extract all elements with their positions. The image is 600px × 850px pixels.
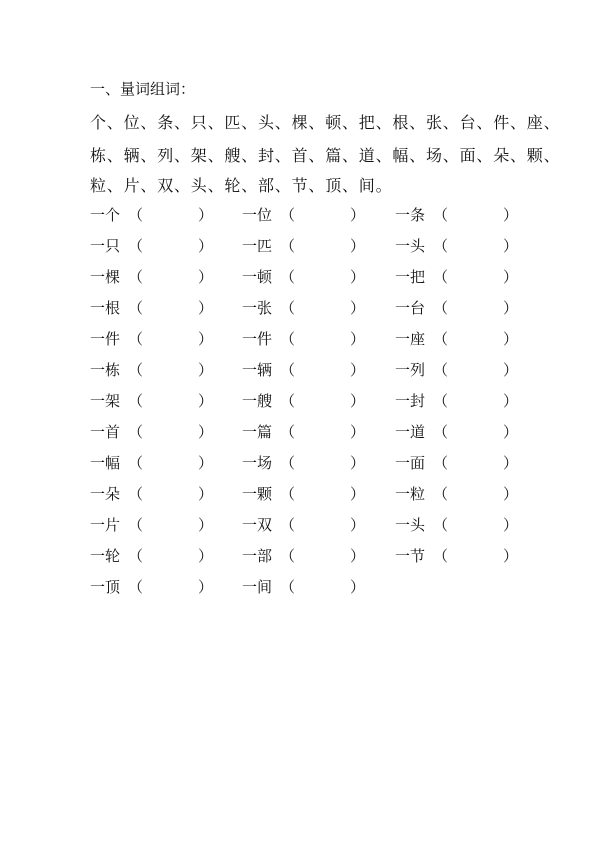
answer-blank-close-paren: ）	[350, 485, 366, 503]
answer-blank-close-paren: ）	[503, 547, 519, 565]
measure-word-prompt: 一把	[395, 268, 426, 286]
measure-word-prompt: 一只	[90, 237, 121, 255]
measure-word-prompt: 一双	[242, 516, 273, 534]
measure-word-prompt: 一轮	[90, 547, 121, 565]
answer-blank-close-paren: ）	[350, 516, 366, 534]
measure-word-prompt: 一道	[395, 423, 426, 441]
measure-word-prompt: 一幅	[90, 454, 121, 472]
answer-blank-close-paren: ）	[198, 547, 214, 565]
answer-blank-close-paren: ）	[198, 206, 214, 224]
exercise-item	[90, 515, 214, 535]
measure-word-prompt: 一头	[395, 516, 426, 534]
answer-blank-close-paren: ）	[350, 237, 366, 255]
exercise-item	[395, 453, 519, 473]
measure-word-prompt: 一部	[242, 547, 273, 565]
answer-blank-open-paren: （	[280, 237, 296, 255]
measure-word-prompt: 一艘	[242, 392, 273, 410]
measure-word-prompt: 一匹	[242, 237, 273, 255]
exercise-row	[90, 267, 520, 298]
exercise-row	[90, 453, 520, 484]
answer-blank-close-paren: ）	[198, 578, 214, 596]
exercise-item	[90, 453, 214, 473]
exercise-item	[90, 267, 214, 287]
answer-blank-close-paren: ）	[198, 454, 214, 472]
measure-word-prompt: 一台	[395, 299, 426, 317]
answer-blank-close-paren: ）	[350, 454, 366, 472]
answer-blank-open-paren: （	[128, 547, 144, 565]
answer-blank-open-paren: （	[280, 206, 296, 224]
measure-word-prompt: 一件	[242, 330, 273, 348]
answer-blank-close-paren: ）	[503, 454, 519, 472]
exercise-item	[242, 515, 366, 535]
exercise-item	[395, 329, 519, 349]
answer-blank-close-paren: ）	[503, 330, 519, 348]
answer-blank-open-paren: （	[128, 485, 144, 503]
exercise-item	[395, 236, 519, 256]
answer-blank-open-paren: （	[128, 206, 144, 224]
answer-blank-open-paren: （	[128, 454, 144, 472]
exercise-item	[395, 298, 519, 318]
exercise-row	[90, 546, 520, 577]
exercise-item	[242, 546, 366, 566]
answer-blank-close-paren: ）	[503, 237, 519, 255]
exercise-item	[395, 360, 519, 380]
measure-word-prompt: 一根	[90, 299, 121, 317]
exercise-row	[90, 422, 520, 453]
answer-blank-close-paren: ）	[350, 206, 366, 224]
measure-word-prompt: 一面	[395, 454, 426, 472]
exercise-item	[242, 422, 366, 442]
exercise-item	[242, 484, 366, 504]
measure-word-prompt: 一节	[395, 547, 426, 565]
exercise-item	[90, 360, 214, 380]
answer-blank-open-paren: （	[433, 237, 449, 255]
measure-word-prompt: 一辆	[242, 361, 273, 379]
answer-blank-close-paren: ）	[503, 268, 519, 286]
answer-blank-open-paren: （	[433, 361, 449, 379]
measure-word-prompt: 一粒	[395, 485, 426, 503]
answer-blank-open-paren: （	[128, 330, 144, 348]
exercise-item	[395, 205, 519, 225]
answer-blank-close-paren: ）	[350, 299, 366, 317]
answer-blank-close-paren: ）	[198, 299, 214, 317]
answer-blank-open-paren: （	[433, 485, 449, 503]
exercise-row	[90, 484, 520, 515]
measure-word-prompt: 一棵	[90, 268, 121, 286]
exercise-row	[90, 515, 520, 546]
measure-word-list-line-1: 个、位、条、只、匹、头、棵、顿、把、根、张、台、件、座、	[90, 113, 561, 132]
exercise-item	[242, 236, 366, 256]
answer-blank-open-paren: （	[433, 268, 449, 286]
exercise-row	[90, 298, 520, 329]
answer-blank-open-paren: （	[128, 578, 144, 596]
exercise-item	[90, 422, 214, 442]
answer-blank-open-paren: （	[280, 299, 296, 317]
exercise-item	[242, 391, 366, 411]
measure-word-prompt: 一首	[90, 423, 121, 441]
exercise-item	[90, 329, 214, 349]
answer-blank-open-paren: （	[433, 330, 449, 348]
answer-blank-open-paren: （	[128, 423, 144, 441]
measure-word-prompt: 一件	[90, 330, 121, 348]
answer-blank-open-paren: （	[128, 516, 144, 534]
measure-word-prompt: 一间	[242, 578, 273, 596]
answer-blank-open-paren: （	[280, 361, 296, 379]
answer-blank-close-paren: ）	[503, 516, 519, 534]
exercise-row	[90, 205, 520, 236]
answer-blank-open-paren: （	[280, 330, 296, 348]
exercise-item	[242, 298, 366, 318]
exercise-item	[395, 422, 519, 442]
measure-word-prompt: 一朵	[90, 485, 121, 503]
measure-word-prompt: 一篇	[242, 423, 273, 441]
measure-word-prompt: 一位	[242, 206, 273, 224]
measure-word-prompt: 一条	[395, 206, 426, 224]
answer-blank-close-paren: ）	[350, 547, 366, 565]
exercise-item	[90, 298, 214, 318]
answer-blank-close-paren: ）	[350, 361, 366, 379]
exercise-row	[90, 329, 520, 360]
exercise-item	[242, 453, 366, 473]
answer-blank-close-paren: ）	[198, 330, 214, 348]
answer-blank-open-paren: （	[280, 516, 296, 534]
answer-blank-close-paren: ）	[350, 578, 366, 596]
answer-blank-close-paren: ）	[350, 330, 366, 348]
exercise-item	[90, 577, 214, 597]
answer-blank-close-paren: ）	[503, 485, 519, 503]
measure-word-prompt: 一头	[395, 237, 426, 255]
answer-blank-close-paren: ）	[198, 392, 214, 410]
exercise-item	[395, 267, 519, 287]
exercise-item	[242, 329, 366, 349]
answer-blank-close-paren: ）	[503, 423, 519, 441]
measure-word-prompt: 一封	[395, 392, 426, 410]
measure-word-list-line-2: 栋、辆、列、架、艘、封、首、篇、道、幅、场、面、朵、颗、	[90, 146, 561, 165]
answer-blank-open-paren: （	[128, 392, 144, 410]
answer-blank-close-paren: ）	[503, 299, 519, 317]
answer-blank-open-paren: （	[433, 206, 449, 224]
exercise-row	[90, 391, 520, 422]
measure-word-prompt: 一列	[395, 361, 426, 379]
answer-blank-open-paren: （	[280, 392, 296, 410]
exercise-item	[90, 484, 214, 504]
measure-word-prompt: 一顶	[90, 578, 121, 596]
answer-blank-close-paren: ）	[198, 361, 214, 379]
measure-word-prompt: 一顿	[242, 268, 273, 286]
answer-blank-open-paren: （	[280, 268, 296, 286]
exercise-item	[90, 546, 214, 566]
exercise-grid	[90, 205, 520, 608]
answer-blank-close-paren: ）	[350, 423, 366, 441]
answer-blank-open-paren: （	[280, 578, 296, 596]
exercise-item	[242, 360, 366, 380]
measure-word-prompt: 一个	[90, 206, 121, 224]
measure-word-list-line-3: 粒、片、双、头、轮、部、节、顶、间。	[90, 176, 393, 195]
measure-word-prompt: 一架	[90, 392, 121, 410]
answer-blank-open-paren: （	[128, 268, 144, 286]
measure-word-prompt: 一片	[90, 516, 121, 534]
exercise-item	[90, 236, 214, 256]
measure-word-prompt: 一张	[242, 299, 273, 317]
exercise-item	[90, 391, 214, 411]
exercise-item	[242, 205, 366, 225]
exercise-item	[395, 391, 519, 411]
answer-blank-open-paren: （	[128, 237, 144, 255]
exercise-item	[90, 205, 214, 225]
measure-word-prompt: 一场	[242, 454, 273, 472]
answer-blank-open-paren: （	[128, 299, 144, 317]
answer-blank-close-paren: ）	[503, 392, 519, 410]
answer-blank-close-paren: ）	[350, 268, 366, 286]
answer-blank-open-paren: （	[433, 516, 449, 534]
answer-blank-close-paren: ）	[198, 423, 214, 441]
answer-blank-open-paren: （	[128, 361, 144, 379]
answer-blank-open-paren: （	[433, 423, 449, 441]
answer-blank-close-paren: ）	[198, 516, 214, 534]
answer-blank-close-paren: ）	[350, 392, 366, 410]
section-heading: 一、量词组词：	[90, 80, 196, 98]
answer-blank-open-paren: （	[433, 392, 449, 410]
answer-blank-close-paren: ）	[503, 361, 519, 379]
answer-blank-open-paren: （	[433, 547, 449, 565]
answer-blank-close-paren: ）	[198, 268, 214, 286]
answer-blank-open-paren: （	[433, 454, 449, 472]
measure-word-prompt: 一座	[395, 330, 426, 348]
answer-blank-open-paren: （	[280, 547, 296, 565]
exercise-row	[90, 360, 520, 391]
answer-blank-open-paren: （	[280, 485, 296, 503]
exercise-item	[395, 515, 519, 535]
exercise-item	[242, 577, 366, 597]
measure-word-prompt: 一栋	[90, 361, 121, 379]
answer-blank-open-paren: （	[280, 454, 296, 472]
answer-blank-open-paren: （	[280, 423, 296, 441]
exercise-item	[242, 267, 366, 287]
answer-blank-close-paren: ）	[198, 485, 214, 503]
exercise-item	[395, 546, 519, 566]
answer-blank-close-paren: ）	[198, 237, 214, 255]
exercise-item	[395, 484, 519, 504]
exercise-row	[90, 236, 520, 267]
answer-blank-close-paren: ）	[503, 206, 519, 224]
measure-word-prompt: 一颗	[242, 485, 273, 503]
exercise-row	[90, 577, 520, 608]
answer-blank-open-paren: （	[433, 299, 449, 317]
